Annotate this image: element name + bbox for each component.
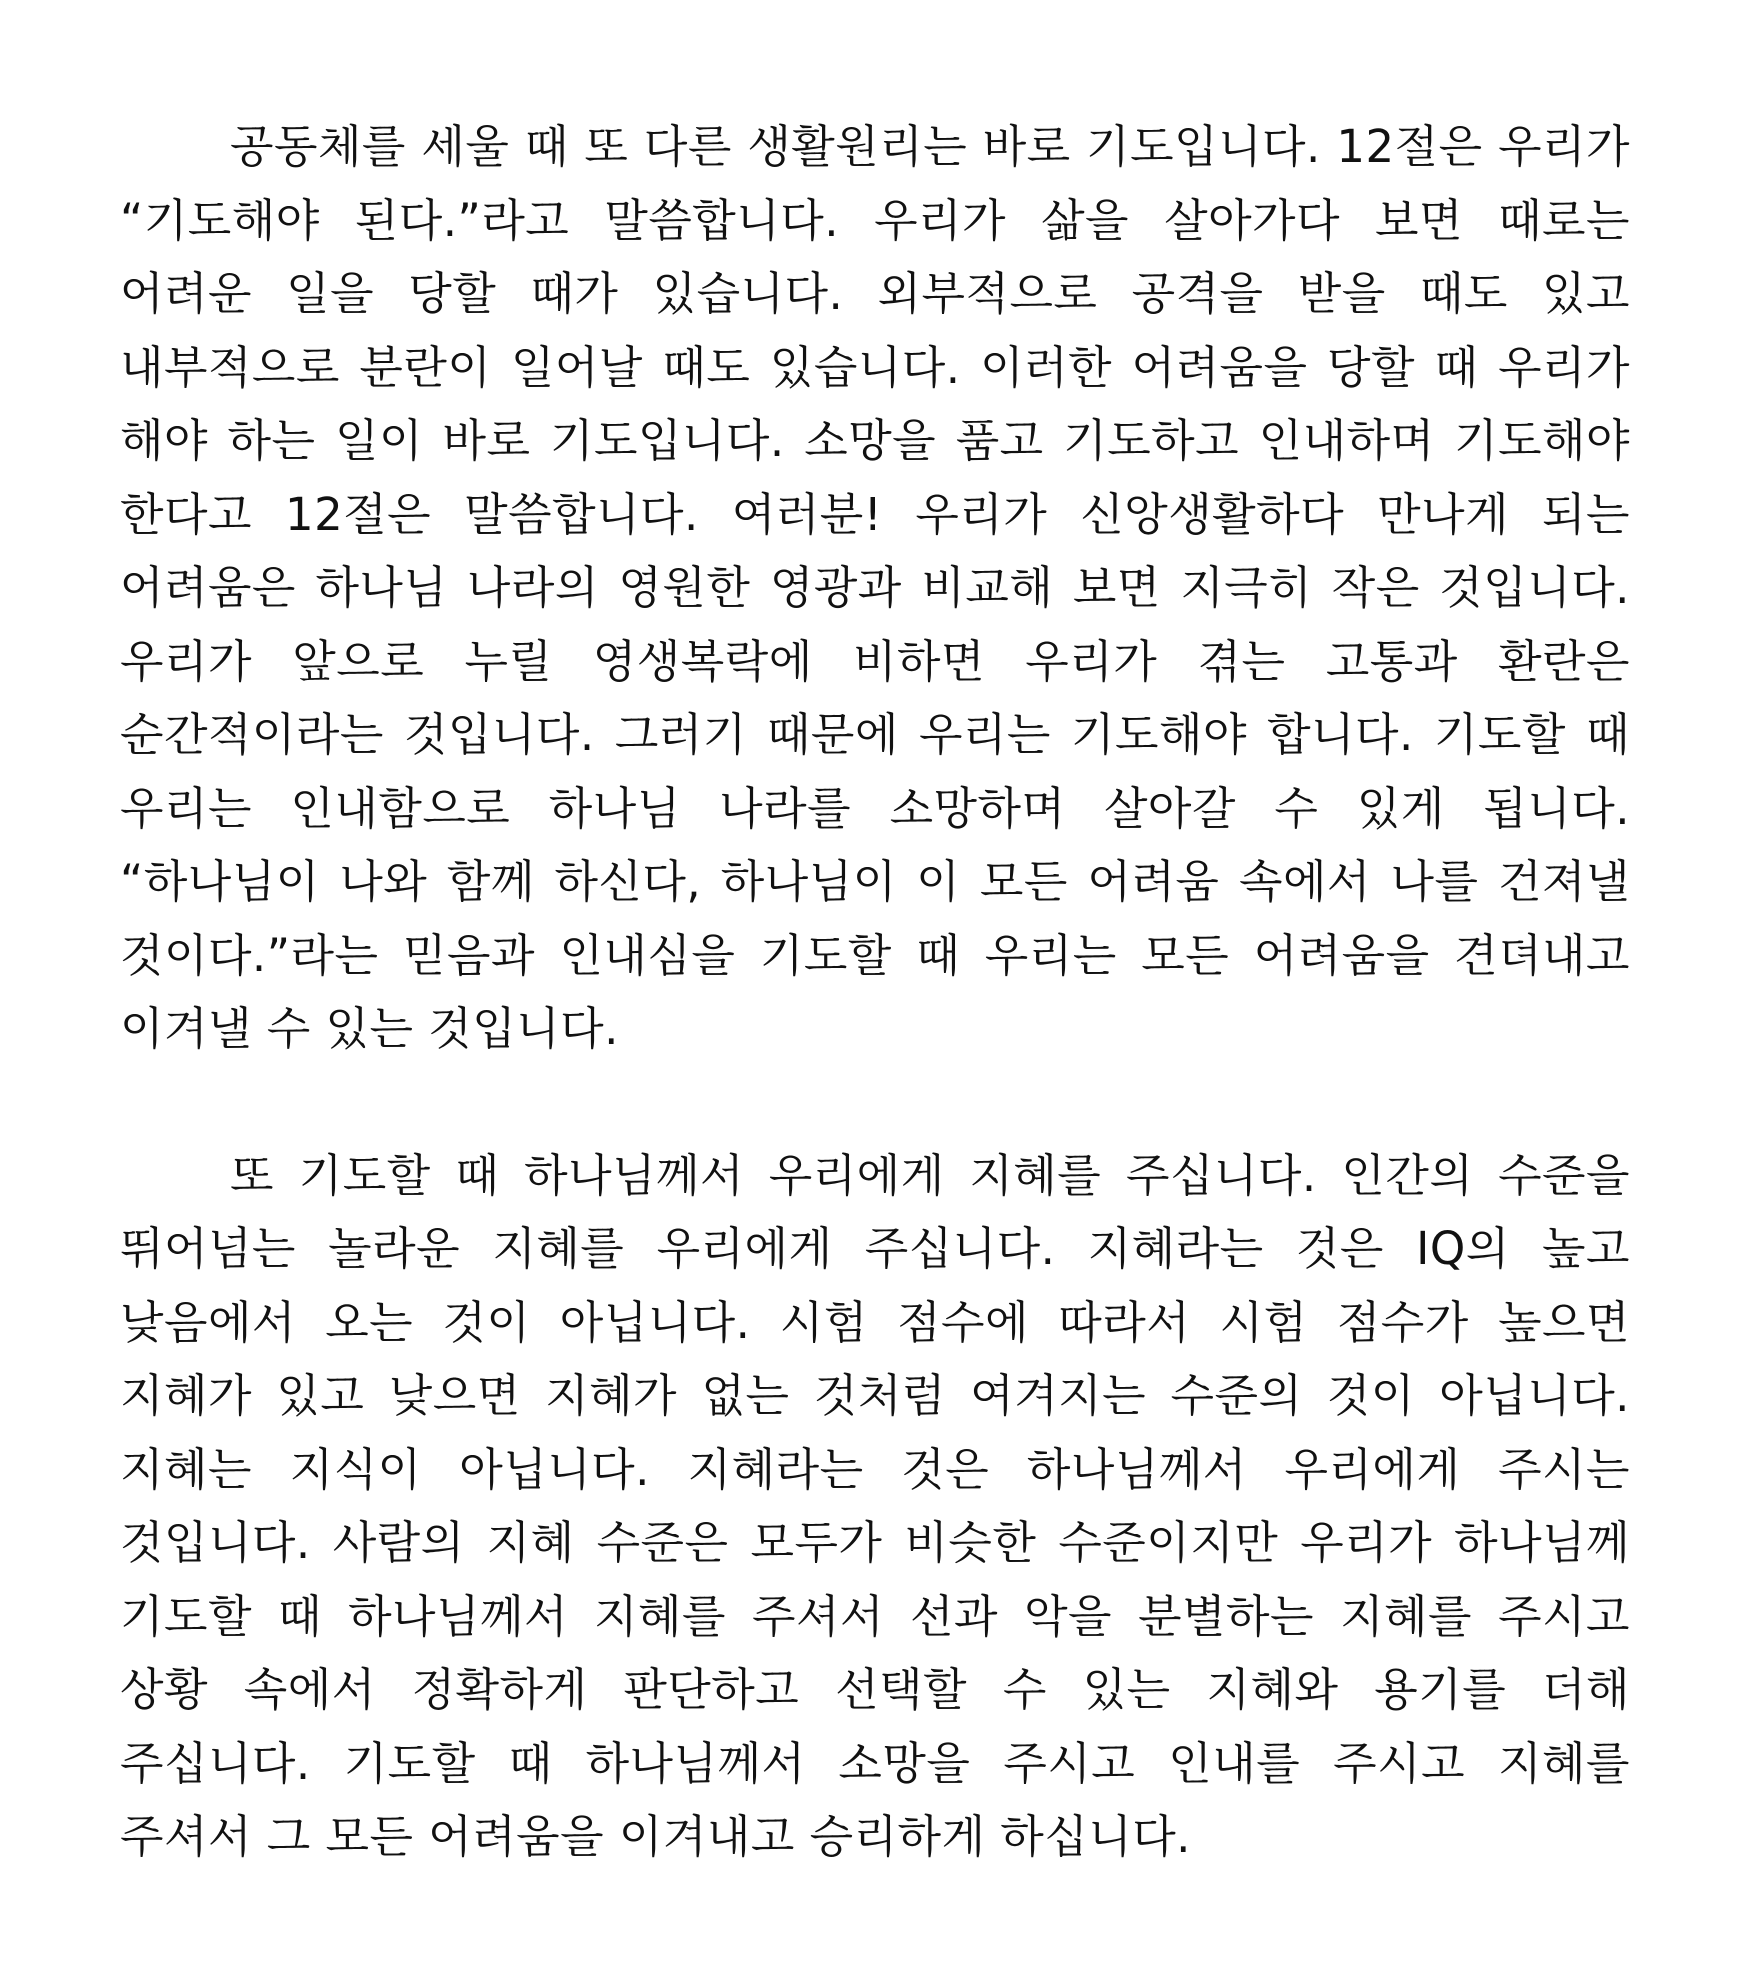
- paragraph-prayer-principle: 공동체를 세울 때 또 다른 생활원리는 바로 기도입니다. 12절은 우리가 “기도해야 된다.”라고 말씀합니다. 우리가 삶을 살아가다 보면 때로는 어려운 일을 당할 때가 있습니다. 외부적으로 공격을 받을 때도 있고 내부적으로 분란이 일어날 때도 있습니다. 이러한 어려움을 당할 때 우리가 해야 하는 일이 바로 기도입니다. 소망을 품고 기도하고 인내하며 기도해야 한다고 12절은 말씀합니다. 여러분! 우리가 신앙생활하다 만나게 되는 어려움은 하나님 나라의 영원한 영광과 비교해 보면 지극히 작은 것입니다. 우리가 앞으로 누릴 영생복락에 비하면 우리가 겪는 고통과 환란은 순간적이라는 것입니다. 그러기 때문에 우리는 기도해야 합니다. 기도할 때 우리는 인내함으로 하나님 나라를 소망하며 살아갈 수 있게 됩니다. “하나님이 나와 함께 하신다, 하나님이 이 모든 어려움 속에서 나를 건져낼 것이다.”라는 믿음과 인내심을 기도할 때 우리는 모든 어려움을 견뎌내고 이겨낼 수 있는 것입니다.: [120, 120, 1630, 1055]
- paragraph-wisdom: 또 기도할 때 하나님께서 우리에게 지혜를 주십니다. 인간의 수준을 뛰어넘는 놀라운 지혜를 우리에게 주십니다. 지혜라는 것은 IQ의 높고 낮음에서 오는 것이 아닙니다. 시험 점수에 따라서 시험 점수가 높으면 지혜가 있고 낮으면 지혜가 없는 것처럼 여겨지는 수준의 것이 아닙니다. 지혜는 지식이 아닙니다. 지혜라는 것은 하나님께서 우리에게 주시는 것입니다. 사람의 지혜 수준은 모두가 비슷한 수준이지만 우리가 하나님께 기도할 때 하나님께서 지혜를 주셔서 선과 악을 분별하는 지혜를 주시고 상황 속에서 정확하게 판단하고 선택할 수 있는 지혜와 용기를 더해 주십니다. 기도할 때 하나님께서 소망을 주시고 인내를 주시고 지혜를 주셔서 그 모든 어려움을 이겨내고 승리하게 하십니다.: [120, 1148, 1630, 1863]
- document-page: [120, 110, 1630, 1874]
